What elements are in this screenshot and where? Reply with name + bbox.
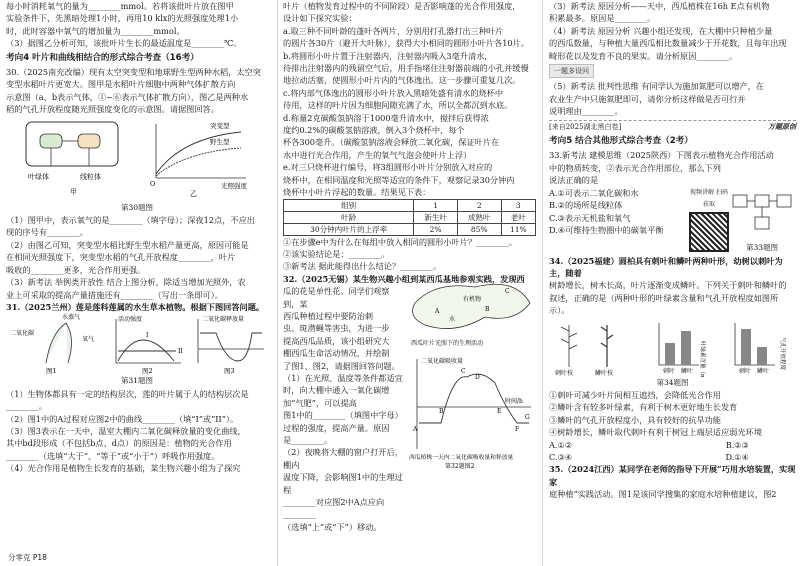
q34-item: ②鳞叶含有较多叶绿素，有利于树木更好地生长发育 [549,402,738,413]
option-a: A.①可表示二氧化碳和水 [549,187,639,198]
step-line: d.称量2克碳酸氢钠溶于1000毫升清水中，搅拌后获得浓 [283,112,489,123]
question-line: ③新考法 据此能得出什么结论？________。 [283,261,442,272]
x-axis-label: 光照强度 [221,181,247,190]
q30-stem: 稻的气孔开放程度随光照强度变化的示意图。请据图回答。 [6,104,219,115]
table-cell: 85% [457,223,501,235]
box-3 [777,195,791,207]
origin-label: O [150,179,156,188]
step-line: 地拉动活塞，使圆形小叶片内的气体逸出。这一步骤可重复几次。 [283,75,521,86]
text-line: 说明理由________。 [549,106,623,117]
source-line [549,120,796,133]
column-divider [542,0,543,566]
text-line: 农业生产中只施氮肥即可，请你分析这样做是否可行并 [549,93,746,104]
option-d: D.①④ [725,451,749,462]
one-question-many-asks [549,64,796,78]
q30-figure [6,116,268,202]
q31-stem: 31.（2025兰州）莲是莲科莲属的水生草本植物。根据下图回答问题。 [6,301,265,312]
option-c: C.③④ [549,451,573,462]
option-b: B.②的场所是线粒体 [549,200,623,211]
q33-stem: 中的物质转变，②表示光合作用部位，那么下列 [549,162,721,173]
bar-spiny [665,343,675,365]
figure-caption: 第33题图 [745,243,779,253]
q30-sub: 业上可采取的提高产量措施还有________（写出一条即可）。 [6,289,223,300]
q30-stem: 30.（2025南充改编）现有太空突变型和地球野生型两种水稻，太空突 [6,67,261,78]
q35-stem: 35.（2024江西）某同学在老师的指导下开展“巧用水培装置，实现家 [549,464,796,487]
fig1-label: 图1 [46,367,57,376]
table-cell: 成熟叶 [457,211,501,223]
water-vapor-label: 水蒸气 [62,314,81,322]
box-2 [755,195,769,207]
brand-text: 万题原创 [768,121,796,131]
q30-stem: 示意图（a、b表示气体，①~⑥表示气体扩散方向），图乙是两种水 [6,91,249,102]
question-line: ②该实验结论是：________。 [283,248,390,259]
x-tick: 刺叶 [663,367,676,375]
fig2-ylabel: 活动强度 [118,316,143,324]
subfig-label: 乙 [190,189,197,198]
qr-code-icon[interactable] [689,212,729,252]
q32-sub: 温度下降，会影响图1中的生理过程 [283,472,403,495]
q32-diagram [405,273,536,469]
text-line: （3）据图乙分析可知，该批叶片生长的最适温度是________℃。 [6,38,242,49]
table-row [284,211,536,223]
table-cell: 2% [414,223,458,235]
text-line: 畸形花以及发育不良的果实。请分析原因________。 [549,50,738,61]
label-C: C [505,287,510,295]
q32-stem: 西瓜种植过程中要防治刺 [283,310,374,321]
q32-stem: 提高西瓜品质，该小组研究大 [283,335,390,346]
curve-I-label: I [146,332,149,340]
q33-diagram [729,187,795,239]
q32-block [283,273,536,534]
section-tag: 一题多设问 [549,64,594,78]
text-line: （3）新考法 原因分析——天中，西瓜植株在16h E点有机物 [549,1,770,11]
point-F: F [515,425,520,433]
q30-stem: 变型水稻叶片更宽大。图甲是水稻叶片细胞中两种气体扩散方向 [6,79,236,90]
figure-caption: 第34题图 [656,377,689,387]
step-line: 的圆片各30片（避开大叶脉），获得大小相同的圆形小叶片各10片。 [283,38,529,49]
column-right [549,0,796,566]
q33-stem: 33.新考法 建模思维（2025陕西）下图表示植物光合作用活动 [549,150,774,161]
legend-mutant: 突变型 [210,121,230,130]
q34-item: ①刺叶可减少叶片间相互遮挡，会降低光合作用 [549,389,721,400]
step-line: 度约0.2%的碳酸氢钠溶液，倒入3个烧杯中，每个 [283,125,465,136]
subfig-label: 甲 [70,187,77,196]
q31-sub: ________（选填“大于”、“等于”或“小于”）呼吸作用强度。 [6,450,220,461]
q32-sub: （1）在光照、温度等条件都适宜 [283,372,403,383]
leaf-shape [413,284,530,328]
fig2-caption: 第32题图2 [445,462,475,469]
section-heading: 考向5 结合其他形式综合考查（2考） [549,136,693,147]
table-header-cell: 1 [414,199,458,211]
step-line: b.将圆形小叶片置于注射器内，注射器内吸入3毫升清水， [283,50,493,61]
organic-label: 有机物 [463,295,482,303]
x-tick: 鳞叶 [681,367,694,375]
text-line: 实验条件下，先黑暗处理1小时，再用10 klx的光照强度处理1小 [6,13,239,24]
step-line: e.对三只烧杯进行编号，将3组圆形小叶片分别放入对应的 [283,162,493,173]
text-line: 时，此时容器中氧气的增加量为________mmol。 [6,25,185,36]
water-label: 水 [449,315,456,323]
text-line: 的西瓜数量，与种植大量西瓜相比数量减少于开花数，且每年出现 [549,38,787,49]
q31-sub: （4）光合作用是植物生长发育的基础，某生物兴趣小组为了探究 [6,463,241,474]
q30-sub: （2）由图乙可知，突变型水稻比野生型水稻产量更高，原因可能是 [6,239,249,250]
q30-diagram [6,116,268,202]
q34-options [549,451,749,463]
table-cell: 30分钟内叶片的上浮率 [284,223,414,235]
q30-sub: 吸收的________更多，光合作用更强。 [6,264,146,275]
q30-sub: （3）新考法 举例类开放性 结合上图分析，除适当增加光照外，农 [6,277,246,288]
q32-stem: 瓜的花是单性花。同学们观察到，某 [283,286,390,309]
fig3-ylabel: 二氧化碳释放量 [202,316,245,324]
x-tick: 刺叶 [739,367,752,375]
q31-sub: 其中bd段形成（不包括b点、d点）的原因是：植物的光合作用 [6,438,232,449]
text-line: （5）新考法 批判性思维 有同学认为施加氮肥可以增产，在 [549,81,765,92]
step-line: 烧杯中小叶片浮起的数量。结果见下表： [283,187,431,198]
q32-figures [405,273,536,534]
q32-sub: 时，向大棚中通入一氧化碳增加“气肥”，可以提高 [283,385,390,408]
results-table [283,199,536,236]
text-line: （4）新考法 原因分析 兴趣小组还发现，在大棚中只种植少量 [549,25,773,36]
text-line: 每小时消耗氧气的量为________mmol。若将该批叶片放在图甲 [6,1,234,11]
column-left [6,0,268,566]
leaf-a-label: 刺叶枝 [555,369,574,377]
section-heading: 考向4 叶片和曲线相结合的形式综合考查（16考） [6,52,199,63]
curve-I [118,340,174,361]
curve-II-label: II [178,348,183,356]
x-axis-label: 时间/h [505,397,523,405]
q30-sub: 现的序号有________。 [6,227,88,238]
table-cell: 11% [501,223,535,235]
q34-diagram [549,317,796,377]
table-cell: 老叶 [501,211,535,223]
chloroplast-label: 叶绿体 [28,172,49,181]
q32-sub: （2）夜晚将大棚的窗户打开后，棚内 [283,447,403,470]
chloroplast-shape [40,134,62,148]
mitochondrion-shape [78,134,100,148]
q31-figure [6,313,268,375]
figure-caption: 第30题图 [120,202,154,212]
q33-block [549,187,796,255]
qr-label: 视频讲解 扫码获取 [690,188,728,209]
legend-wild: 野生型 [210,137,230,146]
table-header-cell: 组别 [284,199,414,211]
point-C: C [461,367,466,375]
q32-stem: 了图1、图2，请据图回答问题。 [283,360,400,371]
point-A: A [413,425,418,433]
column-divider [277,0,278,566]
table-header-cell: 2 [457,199,501,211]
text-line: 设计如下探究实验： [283,13,357,24]
leaf-b-label: 鳞叶枝 [595,369,614,377]
q30-sub: （1）图甲中，表示氧气的是________（填字母）；深夜12点，不应出 [6,215,255,226]
oxygen-label: 氧气 [82,336,95,344]
co2-label: 二氧化碳 [10,330,35,338]
co2-curve [200,333,262,361]
q34-stem: 叙述，正确的是（两种叶形的叶绿素含量和气孔开放程度如图所示）。 [549,292,779,316]
y-label-1: 叶绿素含量（mg·g⁻¹） [699,340,705,377]
q33-options [549,187,689,255]
q32-sub: 是________。 [283,435,333,445]
option-b: B.②③ [725,439,749,450]
option-c: C.③表示无机盐和氧气 [549,212,631,223]
q31-sub: ________。 [6,401,47,412]
q34-item: ③鳞叶的气孔开放程度小，具有较好的抗旱功能 [549,414,721,425]
table-header-cell: 3 [501,199,535,211]
step-line: 待排出注射器内的残留空气后，用手指堵住注射器前端的小孔并缓慢 [283,63,529,74]
lotus-plant-shape [46,323,72,363]
point-G: G [525,413,530,421]
curve-wild [156,148,241,176]
fig2-note: 西瓜植株一天内二氧化碳吸收量和释放量 [409,454,514,461]
q32-sub: （选填“上”或“下”）移动。 [283,521,382,532]
q32-stem: 虫、斑潜蝇等害虫，为进一步 [283,323,390,334]
q34-options [549,439,749,451]
q32-stem: 32.（2025无锡）某生物兴趣小组到某西瓜基地参观实践，发现西 [283,273,525,284]
step-line: c.将内部气体逸出的圆形小叶片放入黑暗处盛有清水的烧杯中 [283,87,504,98]
fig2-label: 图2 [142,367,153,376]
q33-figure [729,187,795,255]
q31-diagram [6,313,268,375]
q31-sub: （1）生物体都具有一定的结构层次，莲的叶片属于人的结构层次是 [6,388,249,399]
scale-leaf-shape [601,325,613,367]
figure-caption: 第31题图 [120,376,154,386]
point-E: E [497,407,502,415]
q31-sub: （3）图3表示在一天中，温室大棚内二氧化碳释放量的变化曲线， [6,425,246,436]
q34-figure [549,317,796,377]
bar-scale [757,347,767,365]
q34-stem: 34.（2025福建）圆柏具有刺叶和鳞叶两种叶形，幼树以刺叶为主，随着 [549,255,783,278]
step-line: 水中进行光合作用，产生的氧气气泡会使叶片上浮） [283,149,472,160]
q32-sub: 图1中的________（填图中字母）过程的强度，提高产量。原因 [283,410,403,433]
y-axis-label: 二氧化碳吸收量 [421,357,464,365]
table-row [284,223,536,235]
q32-stem: 棚西瓜生命活动情况，并绘制 [283,348,390,359]
qr-block [689,187,729,255]
question-line: ①在步骤e中为什么在每组中放入相同的圆形小叶片？________。 [283,236,518,247]
step-line: a.取三种不同叶龄的蓬叶各两片，分别用打孔器打出三种叶片 [283,25,504,36]
point-B: B [439,407,444,415]
q34-stem: 树龄增长，树木长高，叶片逐渐变成鳞叶。下列关于刺叶和鳞叶的 [549,280,787,291]
fig3-label: 图3 [224,367,235,376]
spiny-leaf-shape [561,325,577,367]
text-line: 叶片（植物发育过程中的不同阶段）是否影响蓬的光合作用强度， [283,1,521,11]
table-cell: 叶龄 [284,211,414,223]
point-D: D [475,373,480,381]
text-line: 积累最多。原因是________。 [549,13,656,24]
source-text: [来自2025湖北黑白卷] [549,122,622,131]
q33-stem: 说法正确的是 [549,175,599,186]
table-cell: 新生叶 [414,211,458,223]
bar-spiny [741,329,751,365]
x-tick: 鳞叶 [757,367,770,375]
option-a: A.①② [549,439,573,450]
step-line: 杯各300毫升。（碳酸氢钠溶液会释放二氧化碳，保证叶片在 [283,137,500,148]
mitochondrion-label: 线粒体 [80,172,101,181]
q34-item: ④树龄增长，鳞叶取代刺叶有利于树冠上端层适应弱光环境 [549,427,762,438]
step-line: 待用，这样的叶片因为细胞间隙充满了水，所以全都沉到水底。 [283,100,513,111]
bar-scale [681,331,691,365]
y-label-2: 气孔开放程度 [779,336,785,370]
step-line: 烧杯中，在相同温度和光照等适宜的条件下，观察记录30分钟内 [283,174,515,185]
box-4 [755,217,769,229]
box-1 [733,195,747,207]
option-d: D.④可维持生物圈中的碳氧平衡 [549,224,664,235]
table-row [284,199,536,211]
column-middle [283,0,536,566]
label-B: B [485,305,490,313]
page-number: 分零克 P18 [8,552,47,562]
q31-sub: （2）图1中的A过程对应图2中的曲线________（填“I”或“II”）。 [6,413,239,424]
q32-sub: ________对应图2中A点应向________ [283,497,385,520]
fig1-caption: 西瓜叶片光照下的生理活动 [411,339,484,347]
q30-sub: 在相同光照强度下，突变型水稻的气孔开放程度________，叶片 [6,252,236,263]
label-A: A [435,307,440,315]
q35-stem: 庭种植”实践活动。图1是该同学搜集的家庭水培种植建议，图2 [549,489,777,500]
